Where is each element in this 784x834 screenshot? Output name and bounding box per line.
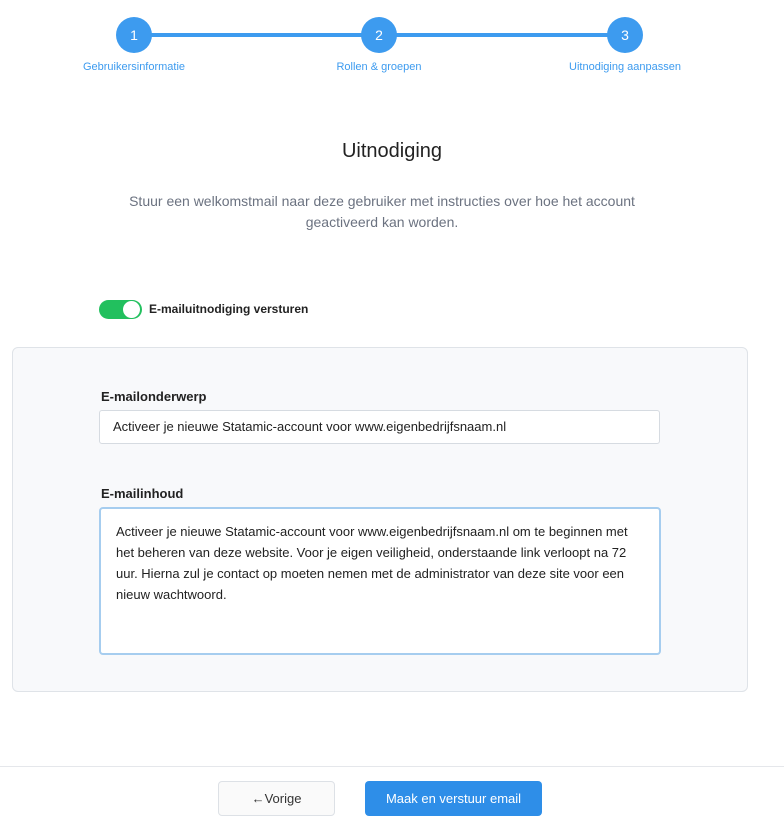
body-textarea[interactable]: Activeer je nieuwe Statamic-account voor www.eigenbedrijfsnaam.nl om te beginnen met het beheren van deze website. Voor je eigen veiligheid, onderstaande link verloopt na 72 uur. Hierna zul je contact op moeten nemen met de administrator van deze site voor een nieuw wachtwoord. <box>99 507 661 655</box>
page-title: Uitnodiging <box>341 140 443 162</box>
step-1-circle[interactable]: 1 <box>116 17 152 53</box>
step-2-label[interactable]: Rollen & groepen <box>336 61 422 73</box>
step-3-label[interactable]: Uitnodiging aanpassen <box>569 61 681 73</box>
step-connector <box>150 33 365 37</box>
send-invite-toggle[interactable] <box>99 300 142 319</box>
send-invite-label: E-mailuitnodiging versturen <box>149 302 309 316</box>
subject-input[interactable]: Activeer je nieuwe Statamic-account voor www.eigenbedrijfsnaam.nl <box>99 410 660 444</box>
subject-label: E-mailonderwerp <box>101 389 207 404</box>
body-label: E-mailinhoud <box>101 486 184 501</box>
step-3-circle[interactable]: 3 <box>607 17 643 53</box>
footer-divider <box>0 766 784 767</box>
step-1-label[interactable]: Gebruikersinformatie <box>82 61 186 73</box>
step-connector <box>395 33 610 37</box>
page-description: Stuur een welkomstmail naar deze gebruiker met instructies over hoe het account geactiveerd kan worden. <box>129 193 635 230</box>
create-and-send-button[interactable]: Maak en verstuur email <box>365 781 542 816</box>
step-2-circle[interactable]: 2 <box>361 17 397 53</box>
toggle-knob <box>123 301 140 318</box>
previous-button[interactable]: ←Vorige <box>218 781 335 816</box>
email-panel <box>12 347 748 692</box>
